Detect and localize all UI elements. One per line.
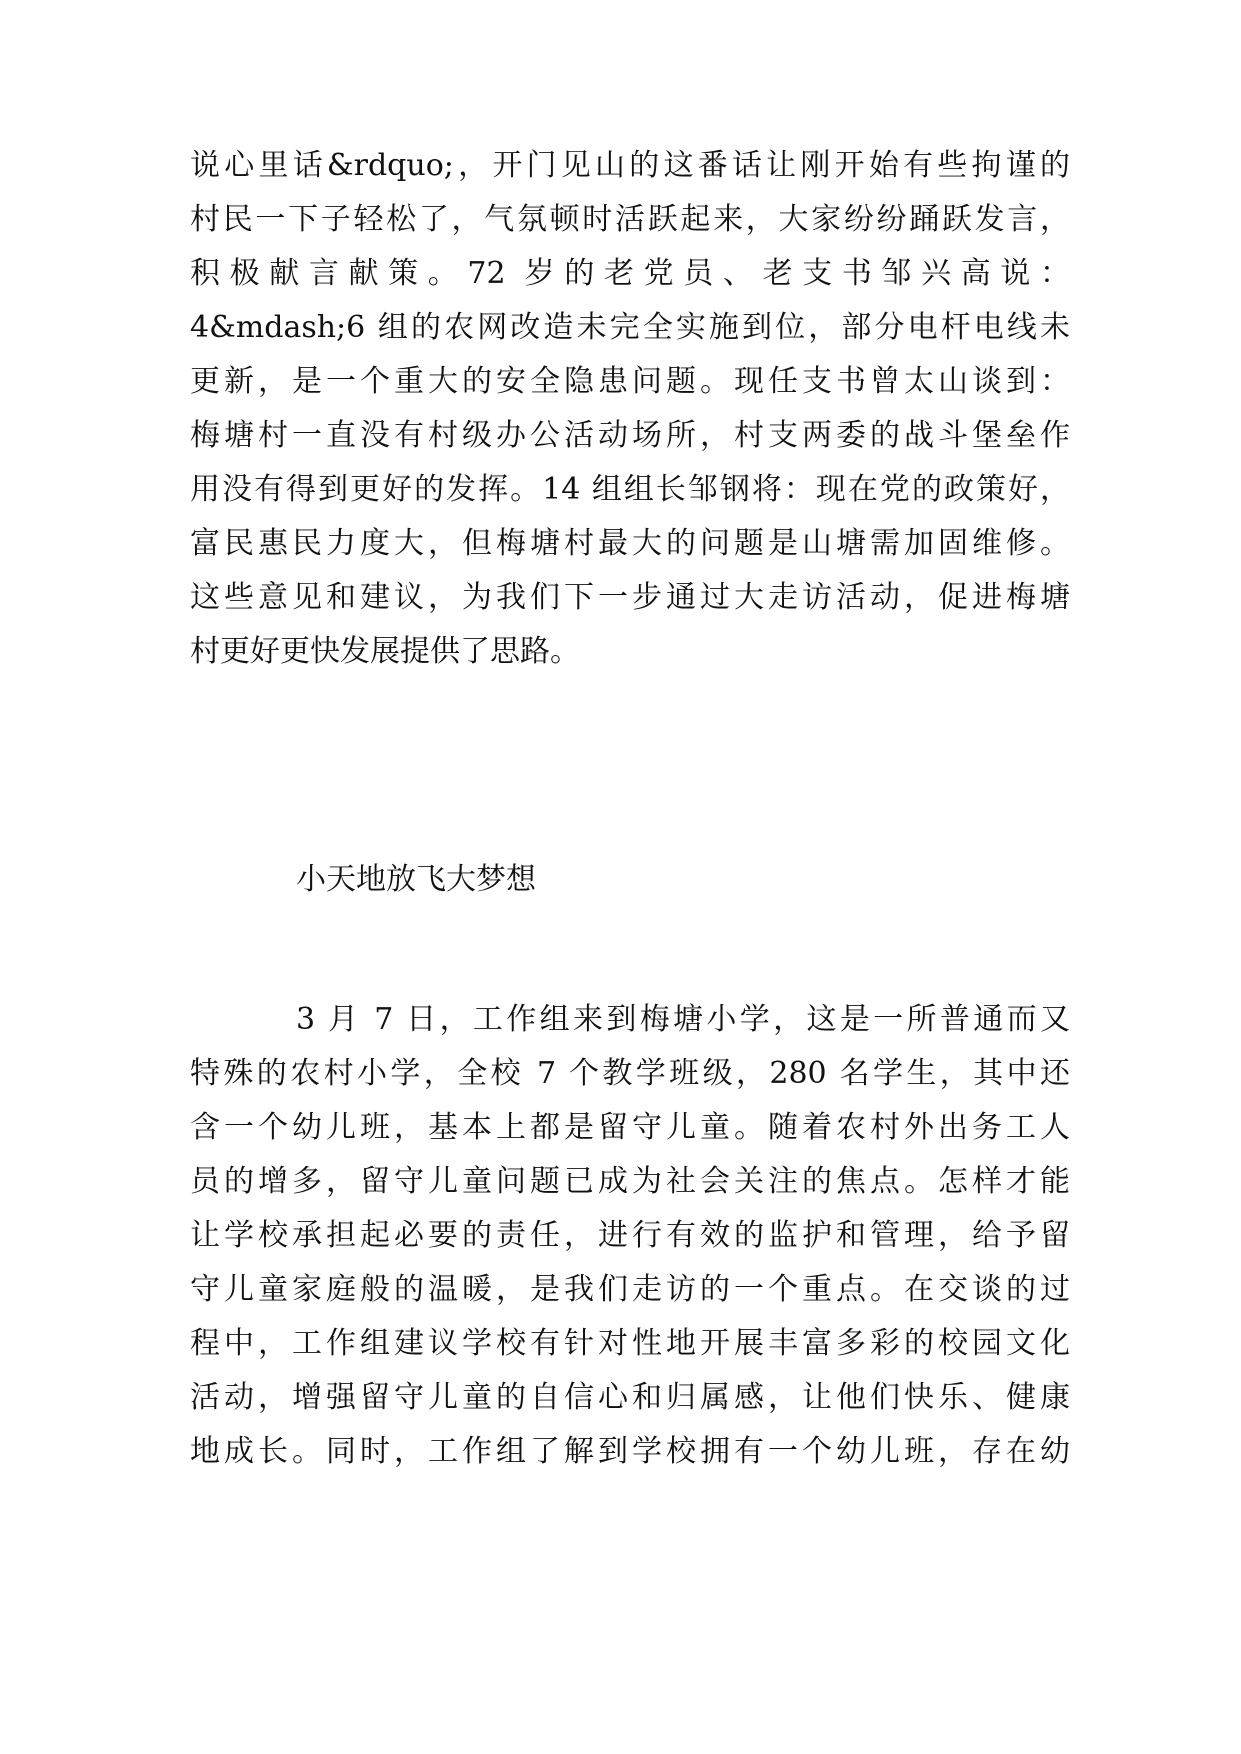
paragraph-line: 程中，工作组建议学校有针对性地开展丰富多彩的校园文化	[190, 1326, 1070, 1361]
paragraph-line: 积极献言献策。72 岁的老党员、老支书邹兴高说：	[190, 256, 1070, 291]
paragraph-line: 含一个幼儿班，基本上都是留守儿童。随着农村外出务工人	[190, 1110, 1070, 1145]
paragraph-line: 活动，增强留守儿童的自信心和归属感，让他们快乐、健康	[190, 1380, 1070, 1415]
paragraph-line: 村更好更快发展提供了思路。	[190, 634, 580, 669]
paragraph-line: 更新，是一个重大的安全隐患问题。现任支书曾太山谈到：	[190, 364, 1070, 399]
paragraph-line: 让学校承担起必要的责任，进行有效的监护和管理，给予留	[190, 1218, 1070, 1253]
paragraph-line: 3 月 7 日，工作组来到梅塘小学，这是一所普通而又	[296, 1002, 1070, 1037]
paragraph-line: 4&mdash;6 组的农网改造未完全实施到位，部分电杆电线未	[190, 310, 1070, 345]
section-heading: 小天地放飞大梦想	[296, 862, 536, 897]
paragraph-line: 守儿童家庭般的温暖，是我们走访的一个重点。在交谈的过	[190, 1272, 1070, 1307]
paragraph-line: 地成长。同时，工作组了解到学校拥有一个幼儿班，存在幼	[190, 1434, 1070, 1469]
paragraph-line: 村民一下子轻松了，气氛顿时活跃起来，大家纷纷踊跃发言，	[190, 202, 1070, 237]
paragraph-line: 用没有得到更好的发挥。14 组组长邹钢将：现在党的政策好，	[190, 472, 1070, 507]
paragraph-line: 富民惠民力度大，但梅塘村最大的问题是山塘需加固维修。	[190, 526, 1070, 561]
paragraph-line: 特殊的农村小学，全校 7 个教学班级，280 名学生，其中还	[190, 1056, 1070, 1091]
paragraph-line: 员的增多，留守儿童问题已成为社会关注的焦点。怎样才能	[190, 1164, 1070, 1199]
paragraph-line: 这些意见和建议，为我们下一步通过大走访活动，促进梅塘	[190, 580, 1070, 615]
paragraph-line: 梅塘村一直没有村级办公活动场所，村支两委的战斗堡垒作	[190, 418, 1070, 453]
paragraph-line: 说心里话&rdquo;，开门见山的这番话让刚开始有些拘谨的	[190, 148, 1070, 183]
